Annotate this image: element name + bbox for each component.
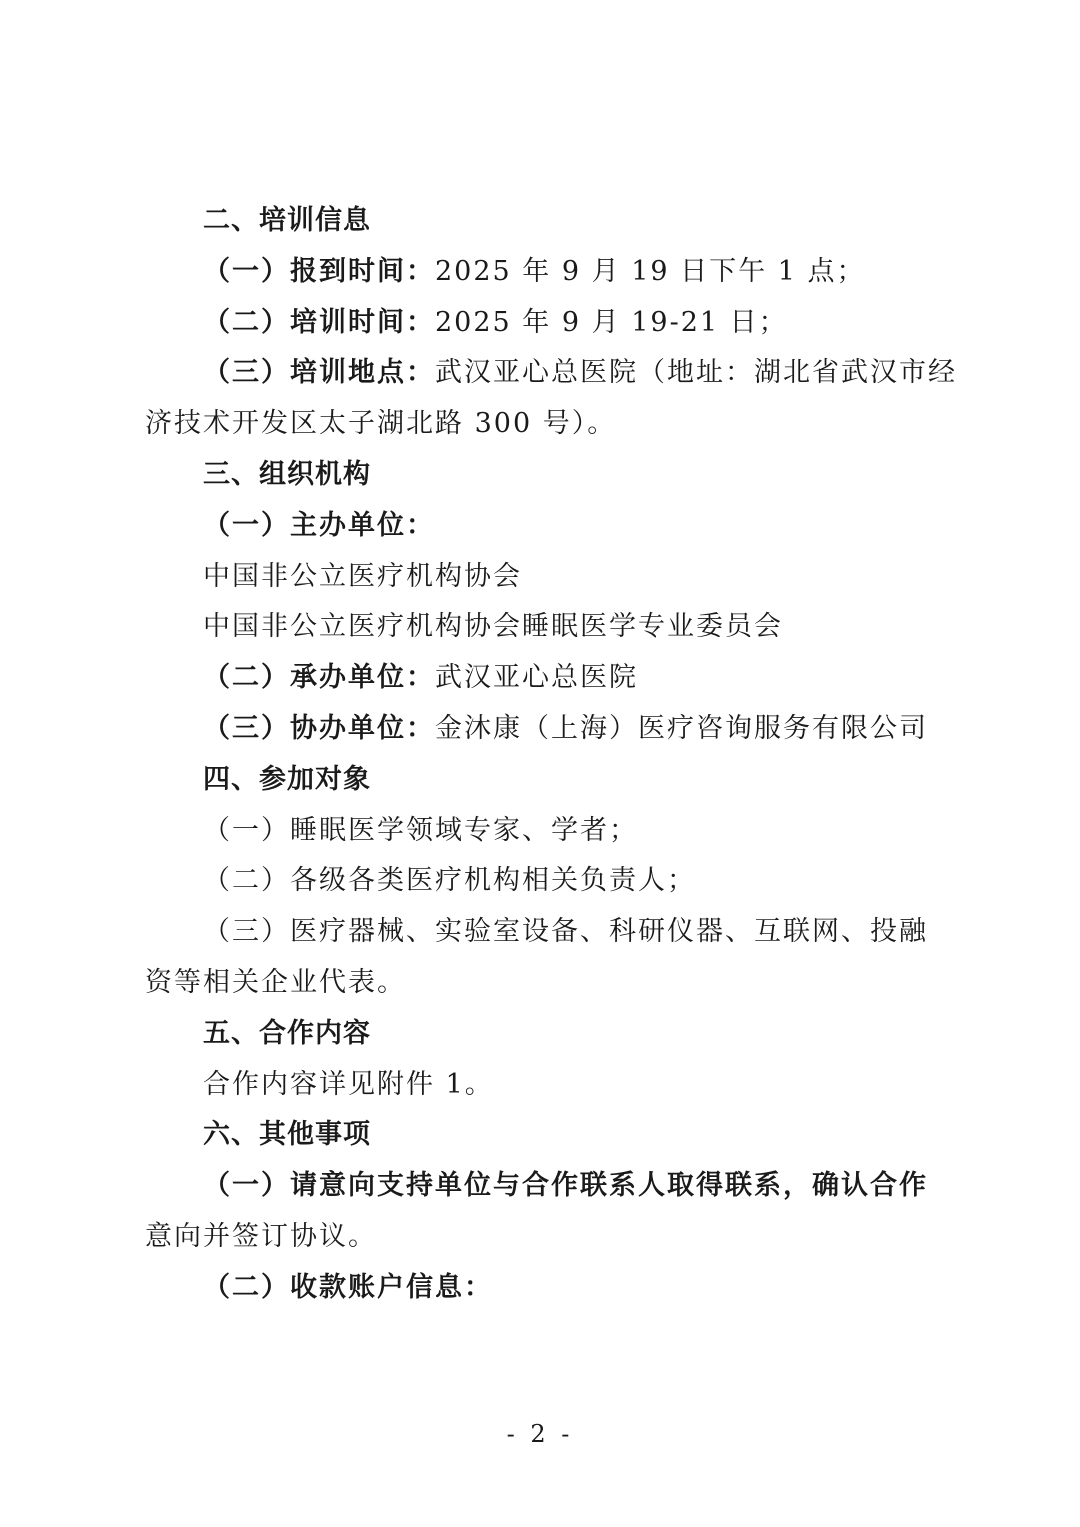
training-location-value: 武汉亚心总医院（地址：湖北省武汉市经 bbox=[435, 357, 957, 389]
section-heading-other-matters: 六、其他事项 bbox=[203, 1119, 371, 1151]
training-location-continuation: 济技术开发区太子湖北路 300 号）。 bbox=[145, 408, 617, 440]
page-number: - 2 - bbox=[506, 1420, 574, 1448]
participant-item-1: （一）睡眠医学领域专家、学者； bbox=[203, 814, 638, 846]
organizer-2: 中国非公立医疗机构协会睡眠医学专业委员会 bbox=[203, 611, 783, 643]
participant-item-3: （三）医疗器械、实验室设备、科研仪器、互联网、投融 bbox=[203, 916, 928, 948]
undertaking-unit-line bbox=[145, 653, 945, 704]
participant-item-3-continuation: 资等相关企业代表。 bbox=[145, 966, 406, 998]
organizer-1: 中国非公立医疗机构协会 bbox=[203, 560, 522, 592]
undertaking-unit-value: 武汉亚心总医院 bbox=[435, 662, 638, 694]
other-item-2: （二）收款账户信息： bbox=[203, 1271, 493, 1303]
co-organizer-value: 金沐康（上海）医疗咨询服务有限公司 bbox=[435, 712, 928, 744]
training-location-label: （三）培训地点： bbox=[203, 357, 435, 389]
training-time-line bbox=[145, 298, 945, 349]
section-heading-training-info: 二、培训信息 bbox=[203, 205, 371, 236]
co-organizer-label: （三）协办单位： bbox=[203, 712, 435, 744]
other-item-1-continuation: 意向并签订协议。 bbox=[145, 1220, 377, 1252]
participant-item-2: （二）各级各类医疗机构相关负责人； bbox=[203, 865, 696, 897]
section-heading-participants: 四、参加对象 bbox=[203, 763, 371, 795]
co-organizer-line bbox=[145, 704, 945, 755]
registration-time-value: 2025 年 9 月 19 日下午 1 点； bbox=[435, 255, 866, 287]
registration-time-label: （一）报到时间： bbox=[203, 255, 435, 287]
section-heading-cooperation: 五、合作内容 bbox=[203, 1017, 371, 1049]
host-unit-label: （一）主办单位： bbox=[203, 509, 435, 541]
training-time-label: （二）培训时间： bbox=[203, 306, 435, 338]
other-item-1: （一）请意向支持单位与合作联系人取得联系，确认合作 bbox=[203, 1170, 928, 1202]
section-heading-organization: 三、组织机构 bbox=[203, 458, 371, 490]
undertaking-unit-label: （二）承办单位： bbox=[203, 662, 435, 694]
training-time-value: 2025 年 9 月 19-21 日； bbox=[435, 306, 788, 338]
cooperation-text: 合作内容详见附件 1。 bbox=[203, 1068, 494, 1100]
registration-time-line bbox=[145, 247, 945, 298]
document-body bbox=[145, 196, 957, 1314]
training-location-line bbox=[145, 348, 957, 399]
